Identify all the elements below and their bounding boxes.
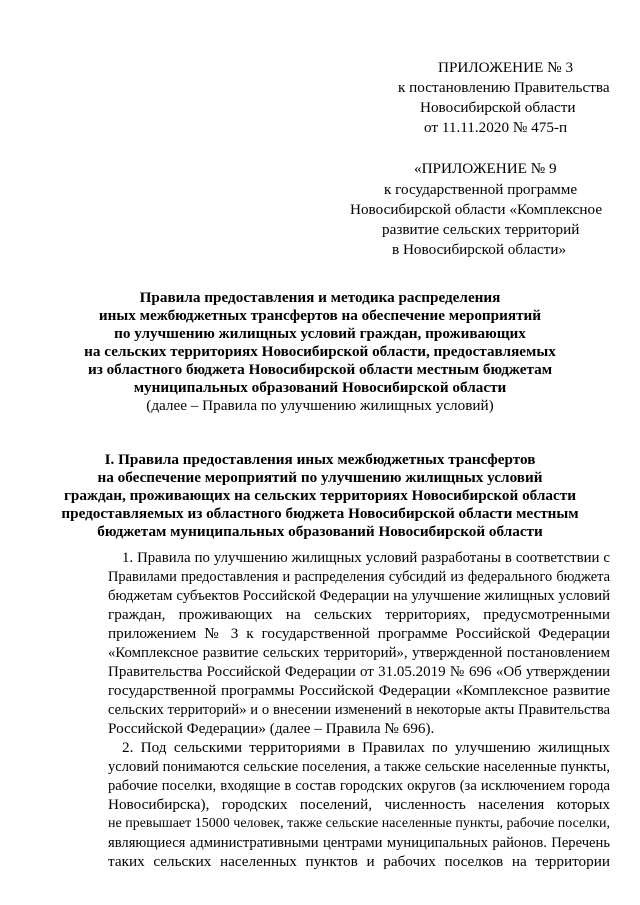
paragraph-line: бюджетам субъектов Российской Федерации на улучшение жилищных условий — [108, 588, 610, 604]
appendix-9-title: «ПРИЛОЖЕНИЕ № 9 — [414, 160, 557, 177]
appendix-3-region: Новосибирской области — [420, 99, 576, 116]
paragraph-line: 2. Под сельскими территориями в Правилах по улучшению жилищных — [122, 739, 610, 756]
paragraph-line: «Комплексное развитие сельских территорий», утвержденной постановлением — [108, 645, 610, 661]
paragraph-line: Российской Федерации» (далее – Правила № 696). — [108, 720, 435, 737]
paragraph-line: государственной программы Российской Федерации «Комплексное развитие — [108, 682, 610, 699]
section-heading-line: на обеспечение мероприятий по улучшению жилищных условий — [97, 469, 543, 486]
paragraph-line: Правилами предоставления и распределения субсидий из федерального бюджета — [108, 569, 610, 585]
appendix-9-program-end: в Новосибирской области» — [392, 241, 567, 258]
paragraph-line: Правительства Российской Федерации от 31.05.2019 № 696 «Об утверждении — [108, 664, 610, 680]
section-heading-line: I. Правила предоставления иных межбюджетных трансфертов — [104, 451, 536, 468]
appendix-9-ref: к государственной программе — [384, 181, 578, 198]
paragraph-line: условий понимаются сельские поселения, а также сельские населенные пункты, — [108, 759, 610, 775]
title-line: муниципальных образований Новосибирской области — [133, 379, 507, 396]
title-line: из областного бюджета Новосибирской области местным бюджетам — [87, 361, 553, 378]
paragraph-line: не превышает 15000 человек, также сельские населенные пункты, рабочие поселки, — [108, 816, 610, 831]
title-subtitle: (далее – Правила по улучшению жилищных условий) — [146, 397, 494, 414]
title-line: на сельских территориях Новосибирской области, предоставляемых — [84, 343, 556, 360]
paragraph-line: приложением № 3 к государственной программе Российской Федерации — [108, 625, 610, 642]
appendix-9-program-cont: развитие сельских территорий — [382, 221, 580, 238]
title-line: иных межбюджетных трансфертов на обеспечение мероприятий — [98, 307, 542, 324]
paragraph-line: сельских территорий» и о внесении изменений в некоторые акты Правительства — [108, 702, 610, 718]
paragraph-line: являющиеся административными центрами муниципальных районов. Перечень — [108, 835, 610, 851]
title-line: по улучшению жилищных условий граждан, проживающих — [114, 325, 526, 342]
section-heading-line: бюджетам муниципальных образований Новосибирской области — [97, 523, 543, 540]
paragraph-line: Новосибирска), городских поселений, численность населения которых — [108, 796, 610, 813]
paragraph-line: рабочие поселки, входящие в состав городских округов (за исключением города — [108, 778, 610, 794]
appendix-3-title: ПРИЛОЖЕНИЕ № 3 — [438, 59, 574, 76]
appendix-3-date: от 11.11.2020 № 475-п — [424, 119, 568, 136]
appendix-3-ref: к постановлению Правительства — [398, 79, 610, 96]
paragraph-line: 1. Правила по улучшению жилищных условий разработаны в соответствии с — [122, 550, 610, 566]
title-line: Правила предоставления и методика распределения — [139, 289, 501, 306]
section-heading-line: предоставляемых из областного бюджета Новосибирской области местным — [61, 505, 579, 522]
section-heading-line: граждан, проживающих на сельских территориях Новосибирской области — [64, 487, 576, 504]
appendix-9-program: Новосибирской области «Комплексное — [350, 201, 603, 218]
paragraph-line: граждан, проживающих на сельских территориях, предусмотренными — [108, 606, 610, 623]
paragraph-line: таких сельских населенных пунктов и рабочих поселков на территории — [108, 853, 610, 870]
